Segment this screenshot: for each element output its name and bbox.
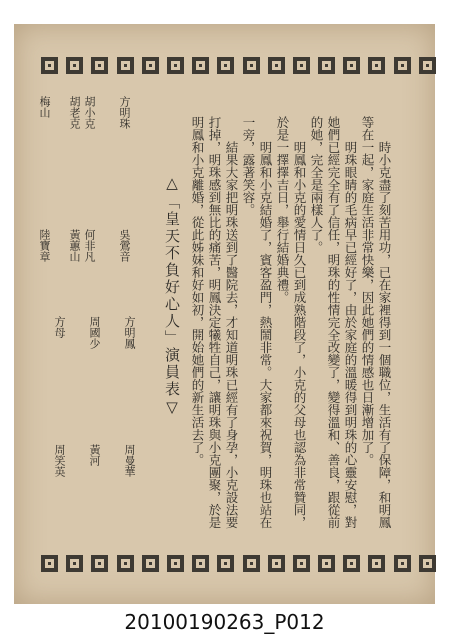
cast-actor: 周笑英 — [53, 444, 66, 477]
archive-id-caption: 20100190263_P012 — [124, 610, 325, 634]
article-paragraph: 明鳳和小克結婚了，賓客盈門，熱鬧非常。大家都來祝賀，明珠也站在一旁，露著笑容。 — [241, 116, 273, 529]
cast-actor: 黃蕙山 — [68, 229, 81, 262]
cast-role: 胡老克 — [68, 96, 81, 129]
article-paragraph: 明鳳和小克的愛情日久已到成熟階段了，小克的父母也認為非常贊同，於是一擇擇吉日，舉行結婚典禮。 — [275, 116, 307, 529]
cast-role: 方母 — [53, 316, 66, 338]
cast-actor: 何非凡 — [83, 229, 96, 262]
cast-role: 方明珠 — [118, 96, 131, 129]
top-ornament-border — [41, 54, 436, 76]
article-body — [190, 116, 393, 536]
cast-role: 方明鳳 — [123, 316, 136, 349]
cast-actor: 黃河 — [88, 444, 101, 466]
bottom-ornament-border — [41, 552, 436, 574]
scanned-page — [14, 24, 435, 604]
cast-role: 梅山 — [38, 96, 51, 118]
cast-list-heading: △「皇天不負好心人」演員表▽ — [163, 174, 181, 418]
cast-actor: 陸寶章 — [38, 229, 51, 262]
cast-role: 胡小克 — [83, 96, 96, 129]
article-paragraph: 時小克盡了刻苦用功，已在家裡得到一個職位，生活有了保障，和明鳳等在一起，家庭生活非常快樂，因此她們的情感也日漸增加了。 — [360, 116, 392, 529]
cast-role: 周國少 — [88, 316, 101, 349]
cast-actor: 吳鶯音 — [118, 229, 131, 262]
cast-actor: 周曼華 — [123, 444, 136, 477]
article-paragraph: 結果大家把明珠送到了醫院去，才知道明珠已經有了身孕，小克設法要打掉，明珠感到無比的痛苦，明鳳決定犧牲自己，讓明珠與小克團聚，於是明鳳和小克離婚，從此姊妹和好如初，開始她們的新生活去了。 — [190, 116, 239, 529]
article-paragraph: 明珠眼睛的毛病早已經好了，由於家庭的溫暖得到明珠的心靈安慰，對她們已經完全有了信任，明珠的性情完全改變了，變得溫和、善良，跟從前的她，完全是兩樣人了。 — [309, 116, 358, 529]
